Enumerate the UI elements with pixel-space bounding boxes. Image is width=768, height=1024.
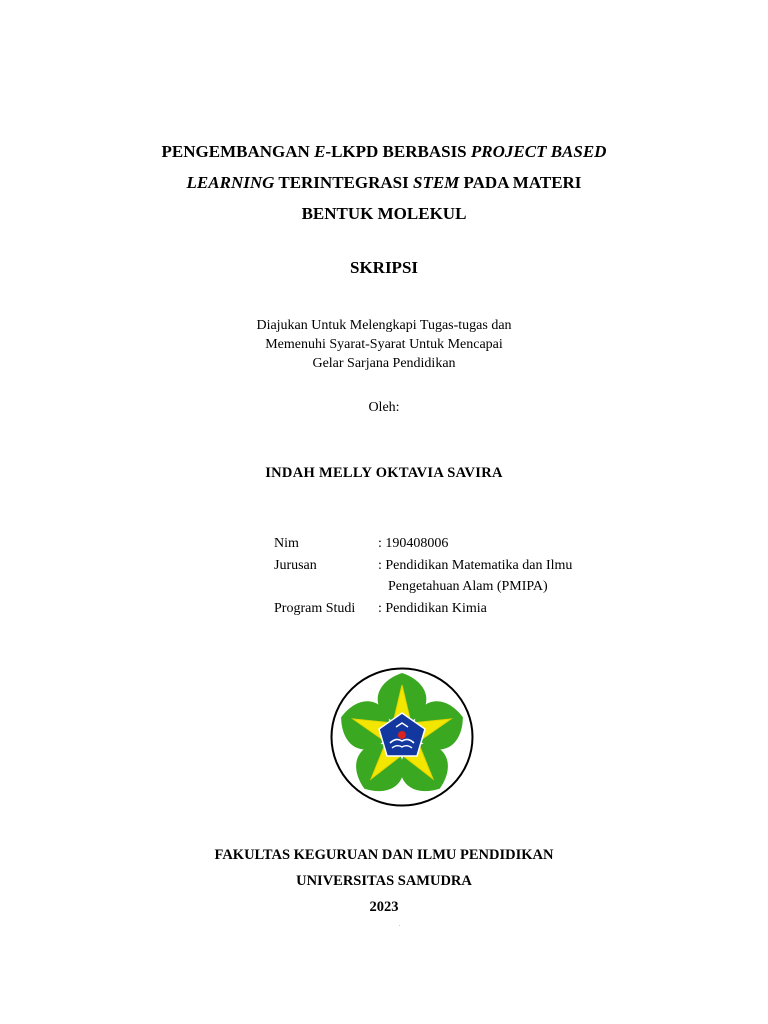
- institution-footer: [0, 842, 768, 920]
- by-label: Oleh:: [368, 400, 400, 415]
- title-line-1: PENGEMBANGAN E-LKPD BERBASIS PROJECT BASED: [161, 142, 607, 161]
- author-name: INDAH MELLY OKTAVIA SAVIRA: [265, 465, 503, 481]
- student-info: [274, 533, 608, 619]
- year: 2023: [369, 899, 399, 915]
- university-emblem-icon: [330, 667, 474, 807]
- jurusan-value: : Pendidikan Matematika dan Ilmu: [378, 557, 573, 573]
- purpose-line: Gelar Sarjana Pendidikan: [312, 356, 456, 371]
- title-line-3: BENTUK MOLEKUL: [301, 204, 467, 223]
- prodi-value: : Pendidikan Kimia: [378, 600, 487, 616]
- jurusan-continuation: Pengetahuan Alam (PMIPA): [388, 579, 548, 594]
- title-line-2: LEARNING TERINTEGRASI STEM PADA MATERI: [186, 173, 582, 192]
- university-name: UNIVERSITAS SAMUDRA: [296, 873, 472, 889]
- jurusan-row: [274, 555, 608, 577]
- page-marker: .: [399, 922, 401, 928]
- prodi-label: Program Studi: [274, 600, 356, 616]
- prodi-row: [274, 598, 608, 620]
- faculty-name: FAKULTAS KEGURUAN DAN ILMU PENDIDIKAN: [214, 847, 554, 863]
- thesis-title: [0, 136, 768, 229]
- purpose-line: Memenuhi Syarat-Syarat Untuk Mencapai: [265, 337, 503, 352]
- nim-label: Nim: [274, 536, 299, 551]
- jurusan-label: Jurusan: [274, 557, 317, 573]
- document-type: SKRIPSI: [349, 258, 419, 277]
- nim-value: : 190408006: [378, 536, 449, 551]
- purpose-statement: [0, 316, 768, 373]
- purpose-line: Diajukan Untuk Melengkapi Tugas-tugas dan: [256, 318, 512, 333]
- nim-row: [274, 533, 608, 555]
